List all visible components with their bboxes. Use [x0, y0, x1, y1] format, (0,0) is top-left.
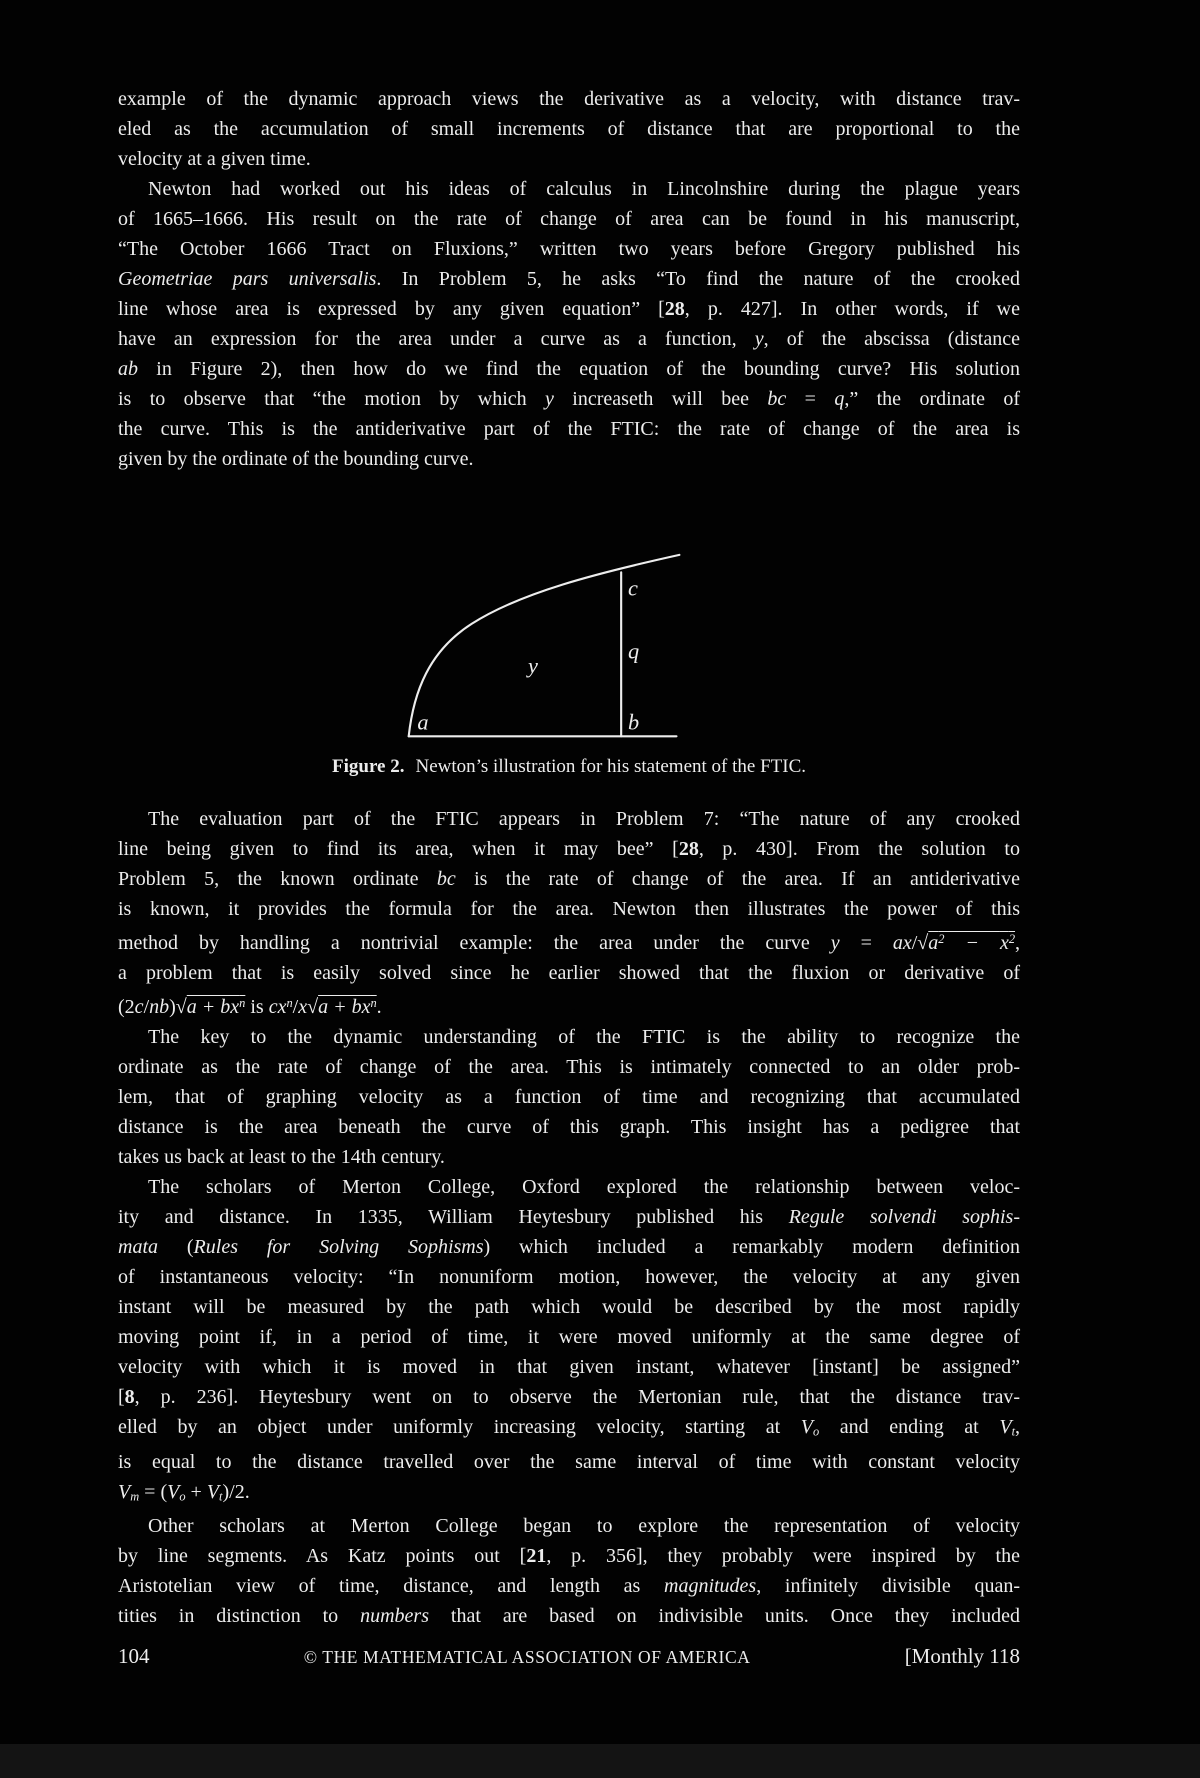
- text-line: Vm = (Vo + Vt)/2.: [118, 1480, 250, 1504]
- text-line: velocity at a given time.: [118, 148, 311, 170]
- text-line: is known, it provides the formula for the area. Newton then illustrates the power of this: [118, 898, 1020, 920]
- text-line: moving point if, in a period of time, it were moved uniformly at the same degree of: [118, 1326, 1020, 1349]
- text-line: Problem 5, the known ordinate bc is the rate of change of the area. If an antiderivative: [118, 868, 1020, 890]
- paragraph: [118, 804, 1020, 1022]
- text-line: mata (Rules for Solving Sophisms) which included a remarkably modern definition: [118, 1236, 1020, 1259]
- text-line: “The October 1666 Tract on Fluxions,” written two years before Gregory published his: [118, 238, 1020, 260]
- text-line: Newton had worked out his ideas of calculus in Lincolnshire during the plague years: [148, 178, 1020, 200]
- figure-caption-label: Figure 2.: [332, 756, 405, 777]
- label-q: q: [627, 638, 640, 664]
- text-line: lem, that of graphing velocity as a function of time and recognizing that accumulated: [118, 1086, 1020, 1109]
- text-line: example of the dynamic approach views the derivative as a velocity, with distance trav-: [118, 88, 1020, 110]
- scan-edge-band: [0, 1744, 1200, 1778]
- text-line: is to observe that “the motion by which y increaseth will bee bc = q,” the ordinate of: [118, 388, 1021, 410]
- article-text: [118, 84, 1020, 1631]
- paragraph: [118, 174, 1020, 474]
- text-line: takes us back at least to the 14th century.: [118, 1146, 445, 1169]
- text-below-figure: [118, 804, 1020, 1631]
- text-line: have an expression for the area under a curve as a function, y, of the abscissa (distance: [118, 328, 1020, 350]
- figure-caption: [118, 756, 1020, 778]
- figure-2-graphic: [348, 486, 710, 746]
- text-line: The evaluation part of the FTIC appears in Problem 7: “The nature of any crooked: [148, 808, 1020, 830]
- text-line: [8, p. 236]. Heytesbury went on to observe the Mertonian rule, that the distance trav-: [118, 1386, 1020, 1409]
- text-above-figure: [118, 84, 1020, 474]
- text-line: elled by an object under uniformly increasing velocity, starting at Vo and ending at Vt,: [118, 1416, 1021, 1439]
- text-line: velocity with which it is moved in that given instant, whatever [instant] be assigned”: [118, 1356, 1020, 1379]
- label-y: y: [528, 653, 538, 679]
- page-number: 104: [118, 1644, 150, 1668]
- figure-2: [118, 486, 1020, 778]
- text-line: Geometriae pars universalis. In Problem 5, he asks “To find the nature of the crooked: [118, 268, 1020, 290]
- text-line: tities in distinction to numbers that are based on indivisible units. Once they included: [118, 1605, 1021, 1628]
- text-line: Aristotelian view of time, distance, and length as magnitudes, infinitely divisible quan-: [118, 1575, 1020, 1598]
- text-line: The scholars of Merton College, Oxford explored the relationship between veloc-: [148, 1176, 1020, 1199]
- text-line: by line segments. As Katz points out [21, p. 356], they probably were inspired by the: [118, 1545, 1020, 1568]
- paragraph: [118, 1022, 1020, 1172]
- text-line: is equal to the distance travelled over the same interval of time with constant velocity: [118, 1450, 1020, 1473]
- text-line: ab in Figure 2), then how do we find the equation of the bounding curve? His solution: [118, 358, 1020, 380]
- figure-caption-text: Newton’s illustration for his statement of the FTIC.: [415, 756, 806, 777]
- text-line: distance is the area beneath the curve of this graph. This insight has a pedigree that: [118, 1116, 1020, 1139]
- text-line: The key to the dynamic understanding of the FTIC is the ability to recognize the: [148, 1026, 1020, 1049]
- text-line: of instantaneous velocity: “In nonuniform motion, however, the velocity at any given: [118, 1266, 1020, 1289]
- text-line: method by handling a nontrivial example: the area under the curve $y = ax/√a^2 - x^2$,: [118, 932, 1021, 955]
- text-line: ity and distance. In 1335, William Heytesbury published his Regule solvendi sophis-: [118, 1206, 1020, 1229]
- text-line: a problem that is easily solved since he earlier showed that the fluxion or derivative of: [118, 962, 1020, 985]
- text-line: $(2c/nb)√a + bx^n$ is $cx^n/x√a + bx^n$.: [118, 996, 382, 1019]
- text-line: the curve. This is the antiderivative part of the FTIC: the rate of change of the area is: [118, 418, 1020, 440]
- text-line: line whose area is expressed by any given equation” [28, p. 427]. In other words, if we: [118, 298, 1020, 320]
- text-line: of 1665–1666. His result on the rate of change of area can be found in his manuscript,: [118, 208, 1020, 230]
- label-b: b: [627, 709, 640, 735]
- text-line: ordinate as the rate of change of the area. This is intimately connected to an older prob-: [118, 1056, 1020, 1079]
- label-a: a: [417, 709, 429, 735]
- text-line: Other scholars at Merton College began to explore the representation of velocity: [148, 1515, 1020, 1538]
- journal-footer: [118, 1644, 1020, 1669]
- text-line: given by the ordinate of the bounding curve.: [118, 448, 474, 470]
- issue-label: [Monthly 118: [904, 1644, 1020, 1668]
- copyright-line: © THE MATHEMATICAL ASSOCIATION OF AMERICA: [303, 1647, 751, 1667]
- text-line: eled as the accumulation of small increments of distance that are proportional to the: [118, 118, 1020, 140]
- paragraph: [118, 1511, 1020, 1631]
- text-line: instant will be measured by the path which would be described by the most rapidly: [118, 1296, 1020, 1319]
- text-line: line being given to find its area, when it may bee” [28, p. 430]. From the solution to: [118, 838, 1020, 860]
- paragraph: [118, 1172, 1020, 1511]
- label-c: c: [627, 575, 638, 601]
- paragraph: [118, 84, 1020, 174]
